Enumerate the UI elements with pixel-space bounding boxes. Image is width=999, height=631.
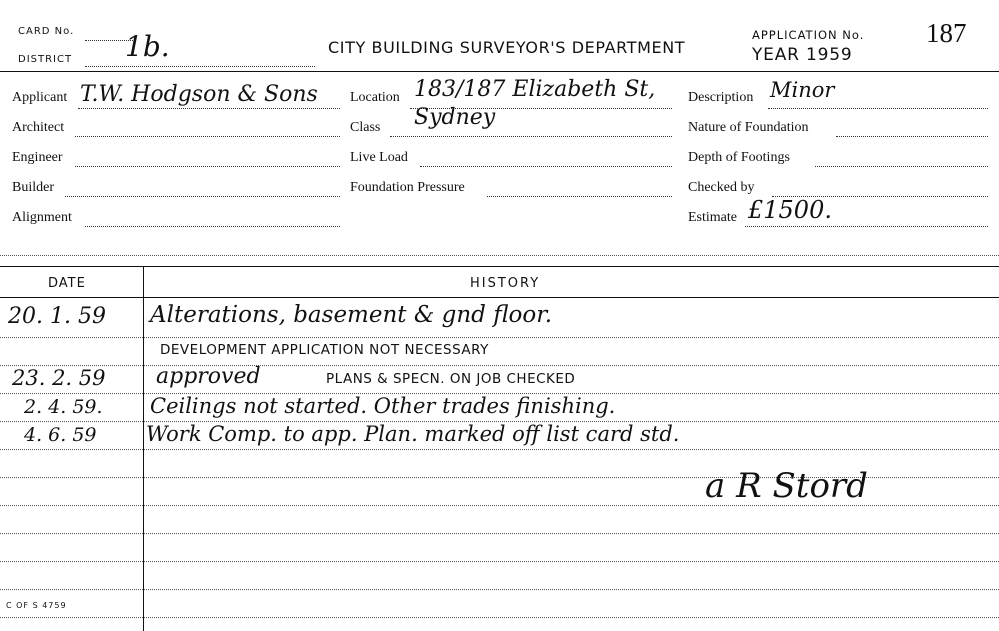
district-label: DISTRICT	[18, 54, 73, 65]
builder-line	[65, 196, 340, 197]
architect-label: Architect	[12, 120, 65, 135]
architect-line	[75, 136, 340, 137]
live-load-label: Live Load	[350, 150, 408, 165]
ruled-line	[0, 449, 999, 450]
history-header-rule	[0, 297, 999, 298]
builder-label: Builder	[12, 180, 54, 195]
entry-text: Alterations, basement & gnd floor.	[150, 302, 553, 328]
depth-of-footings-label: Depth of Footings	[688, 150, 790, 165]
application-no: 187	[926, 18, 967, 48]
estimate-line	[745, 226, 988, 227]
district-value: 1b.	[125, 30, 170, 63]
foundation-pressure-label: Foundation Pressure	[350, 180, 465, 195]
ruled-line	[0, 533, 999, 534]
depth-line	[815, 166, 988, 167]
description-label: Description	[688, 90, 754, 105]
checked-by-label: Checked by	[688, 180, 755, 195]
ruled-line	[0, 617, 999, 618]
foundation-pressure-line	[487, 196, 672, 197]
class-label: Class	[350, 120, 381, 135]
nature-line	[836, 136, 988, 137]
plans-stamp: PLANS & SPECN. ON JOB CHECKED	[326, 371, 576, 387]
department-title: CITY BUILDING SURVEYOR'S DEPARTMENT	[328, 38, 686, 57]
applicant-label: Applicant	[12, 90, 68, 105]
nature-of-foundation-label: Nature of Foundation	[688, 120, 809, 135]
signature: a R Stord	[705, 466, 868, 506]
estimate-label: Estimate	[688, 210, 737, 225]
header-rule	[0, 71, 999, 72]
history-top-rule	[0, 266, 999, 267]
year-label: YEAR 1959	[752, 45, 853, 65]
ruled-line	[0, 337, 999, 338]
history-header: HISTORY	[470, 276, 541, 291]
entry-text: approved	[156, 364, 261, 389]
applicant-line	[78, 108, 340, 109]
class-line	[390, 136, 672, 137]
development-stamp: DEVELOPMENT APPLICATION NOT NECESSARY	[160, 342, 489, 358]
live-load-line	[420, 166, 672, 167]
description-value: Minor	[770, 78, 835, 102]
date-header: DATE	[48, 276, 86, 291]
alignment-label: Alignment	[12, 210, 72, 225]
estimate-value: £1500.	[748, 196, 832, 224]
application-no-label: APPLICATION No.	[752, 28, 865, 42]
entry-date: 23. 2. 59	[12, 366, 106, 390]
applicant-value: T.W. Hodgson & Sons	[80, 82, 318, 107]
alignment-line	[85, 226, 340, 227]
entry-text: Work Comp. to app. Plan. marked off list card std.	[146, 422, 680, 446]
entry-date: 20. 1. 59	[8, 304, 106, 329]
ruled-line	[0, 365, 999, 366]
form-code: C OF S 4759	[6, 601, 67, 610]
ruled-line	[0, 589, 999, 590]
description-line	[768, 108, 988, 109]
divider-dotted	[0, 255, 999, 256]
location-value: 183/187 Elizabeth St, Sydney	[414, 77, 656, 130]
entry-date: 2. 4. 59.	[24, 396, 103, 418]
engineer-line	[75, 166, 340, 167]
entry-date: 4. 6. 59	[24, 424, 97, 446]
ruled-line	[0, 561, 999, 562]
card-no-label: CARD No.	[18, 26, 75, 37]
location-label: Location	[350, 90, 400, 105]
engineer-label: Engineer	[12, 150, 63, 165]
entry-text: Ceilings not started. Other trades finishing.	[150, 394, 616, 418]
district-line	[85, 66, 315, 67]
